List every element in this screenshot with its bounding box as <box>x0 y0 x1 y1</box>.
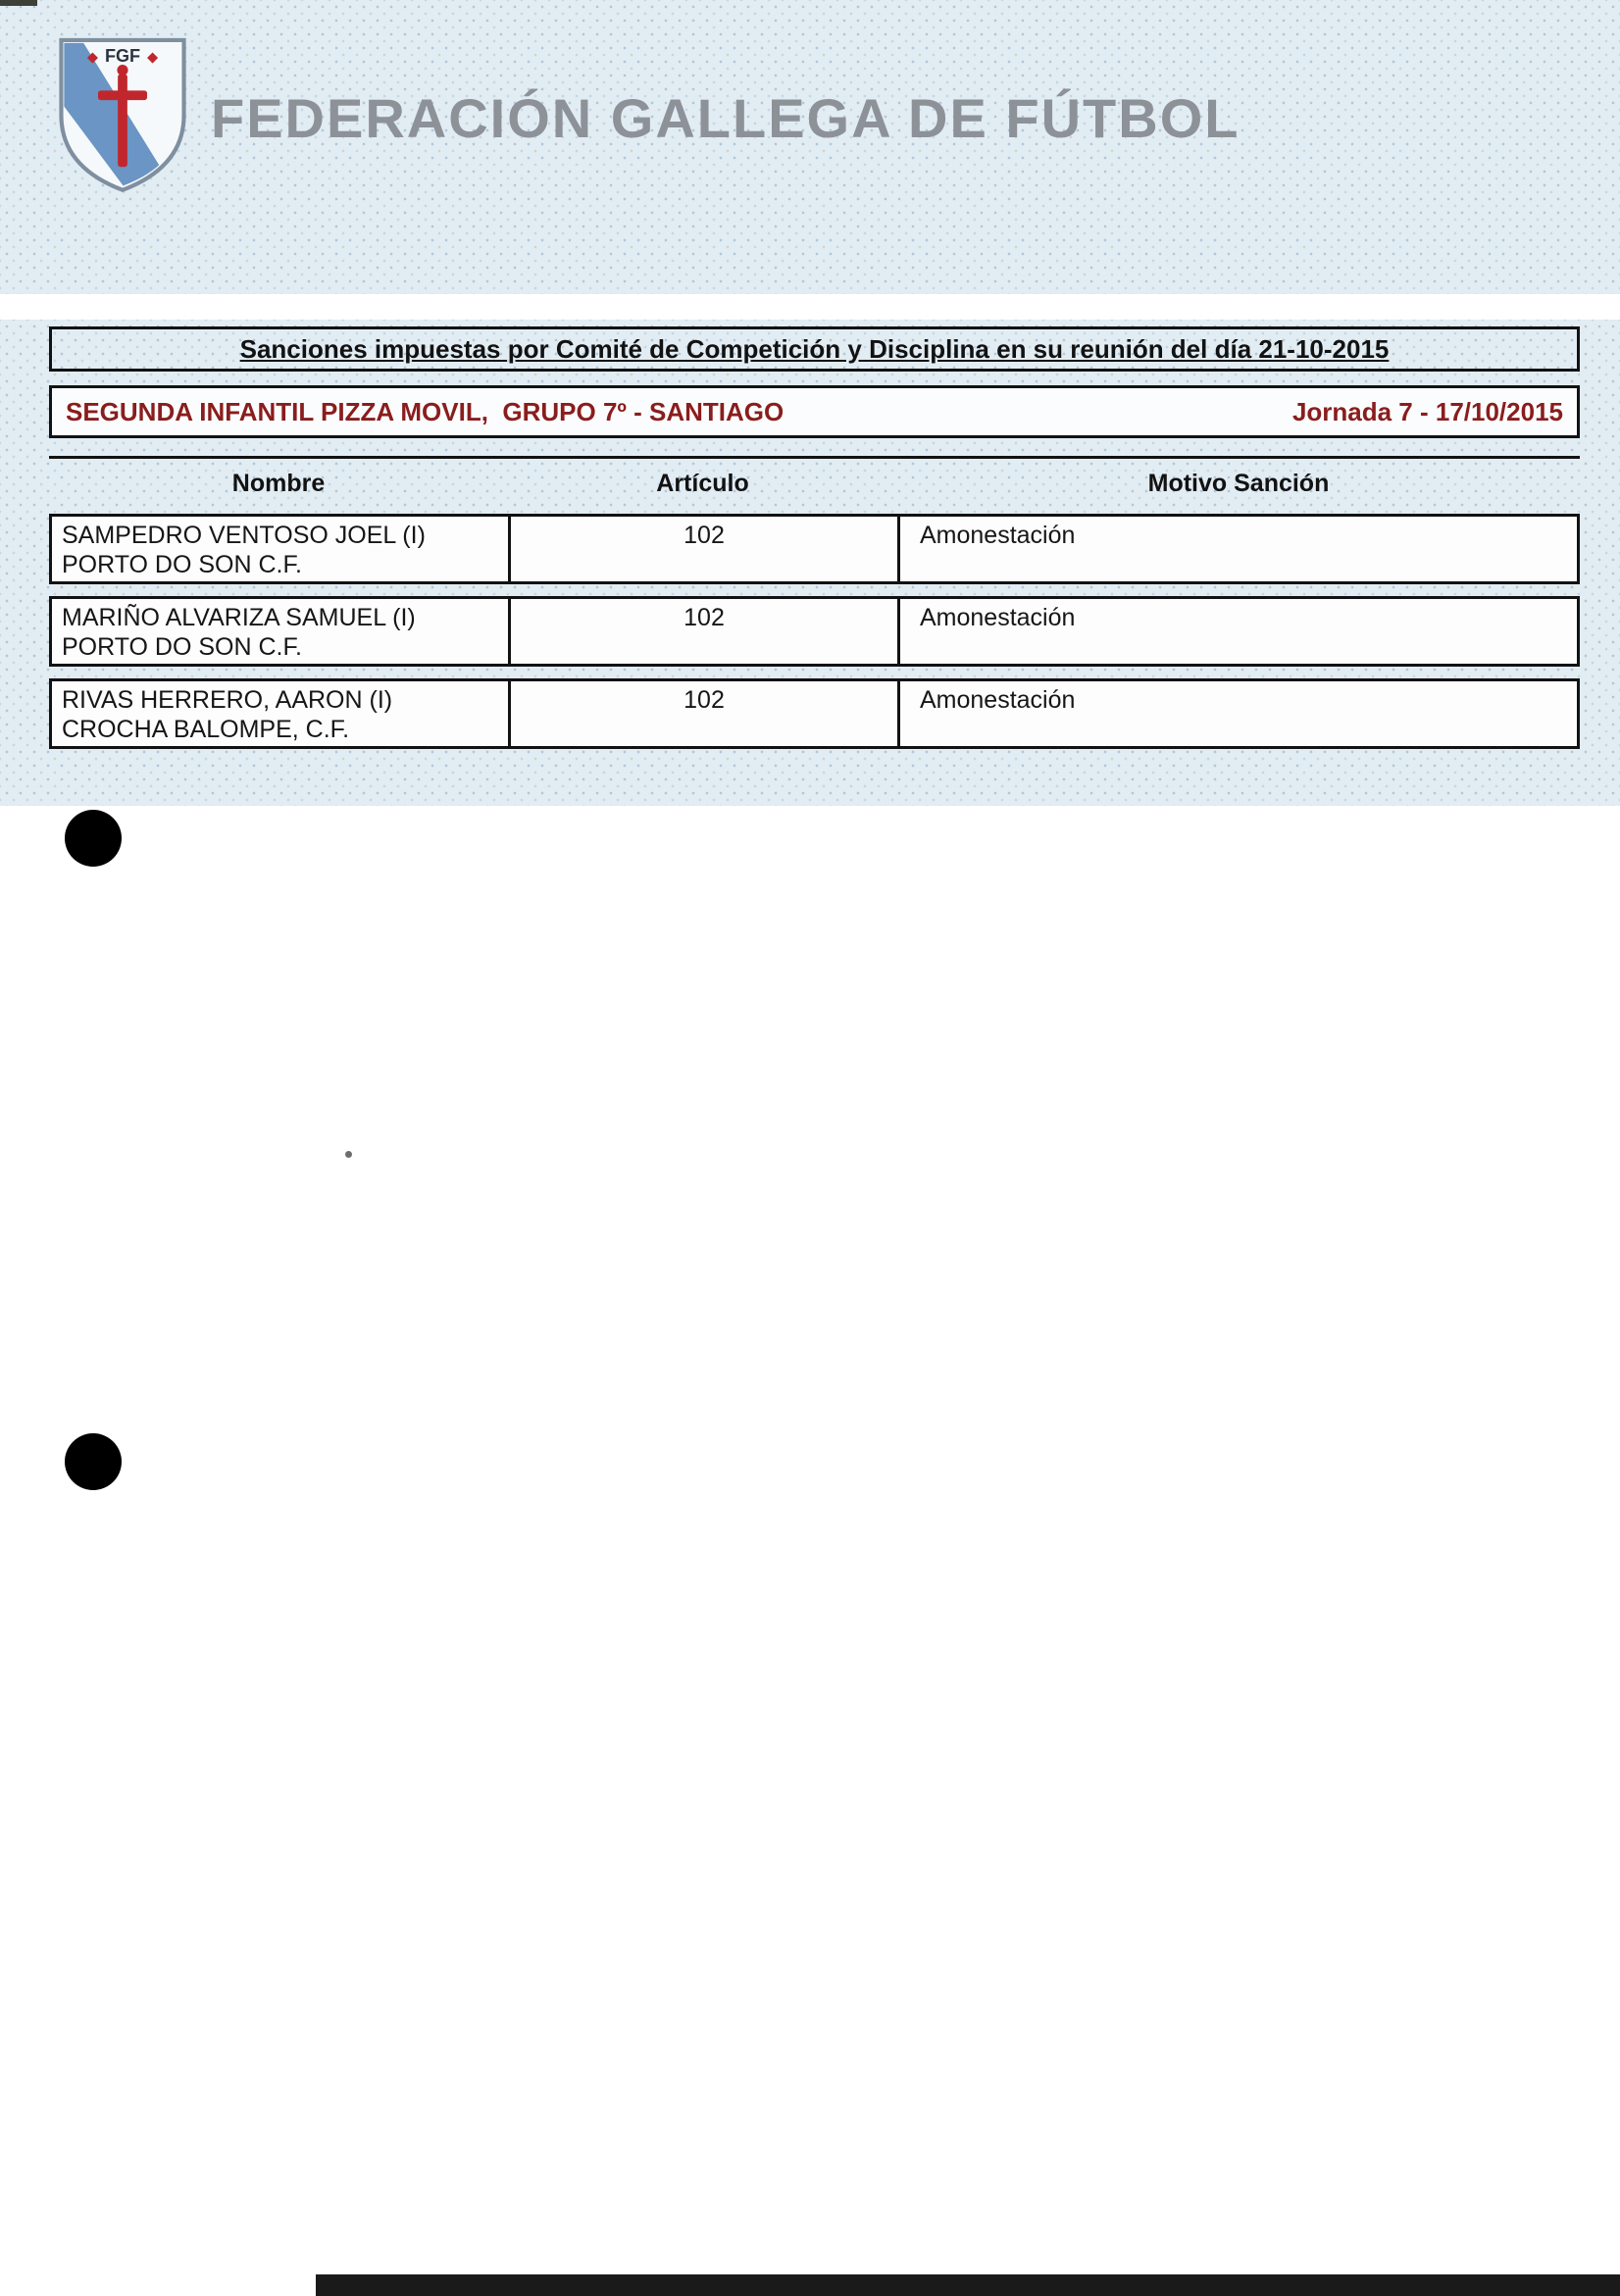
table-header-row <box>49 459 1580 514</box>
logo-monogram: FGF <box>104 46 141 67</box>
table-row <box>49 514 1580 584</box>
player-club: PORTO DO SON C.F. <box>62 551 302 578</box>
hole-punch-mark <box>65 1433 122 1490</box>
organization-title: FEDERACIÓN GALLEGA DE FÚTBOL <box>211 87 1240 149</box>
table-row <box>49 596 1580 667</box>
hole-punch-mark <box>65 810 122 867</box>
table-row <box>49 678 1580 749</box>
article-cell: 102 <box>508 517 897 581</box>
scan-edge-sliver <box>0 0 37 6</box>
player-name: SAMPEDRO VENTOSO JOEL (I) <box>62 522 426 549</box>
player-name: MARIÑO ALVARIZA SAMUEL (I) <box>62 604 416 631</box>
player-club: PORTO DO SON C.F. <box>62 633 302 661</box>
column-header-articulo: Artículo <box>656 470 749 497</box>
competition-name: SEGUNDA INFANTIL PIZZA MOVIL, GRUPO 7º - SANTIAGO <box>66 396 785 426</box>
column-header-nombre: Nombre <box>231 470 326 497</box>
competition-bar <box>49 385 1580 438</box>
scan-edge-bar <box>316 2274 1620 2296</box>
player-name: RIVAS HERRERO, AARON (I) <box>62 686 393 714</box>
scan-speck <box>345 1151 352 1158</box>
sanctions-table <box>49 456 1580 761</box>
sanctions-notice-box <box>49 326 1580 372</box>
player-club: CROCHA BALOMPE, C.F. <box>62 716 350 743</box>
reason-cell: Amonestación <box>897 599 1577 664</box>
sanctions-notice-title: Sanciones impuestas por Comité de Competición y Disciplina en su reunión del día 21-10-2015 <box>239 333 1390 364</box>
article-cell: 102 <box>508 599 897 664</box>
fgf-crest-logo <box>54 33 191 194</box>
matchday-label: Jornada 7 - 17/10/2015 <box>1291 396 1563 426</box>
reason-cell: Amonestación <box>897 517 1577 581</box>
player-cell <box>52 681 508 746</box>
player-cell <box>52 599 508 664</box>
article-cell: 102 <box>508 681 897 746</box>
player-cell <box>52 517 508 581</box>
header-band <box>0 0 1620 294</box>
column-header-motivo-sancion: Motivo Sanción <box>1147 470 1330 497</box>
reason-cell: Amonestación <box>897 681 1577 746</box>
